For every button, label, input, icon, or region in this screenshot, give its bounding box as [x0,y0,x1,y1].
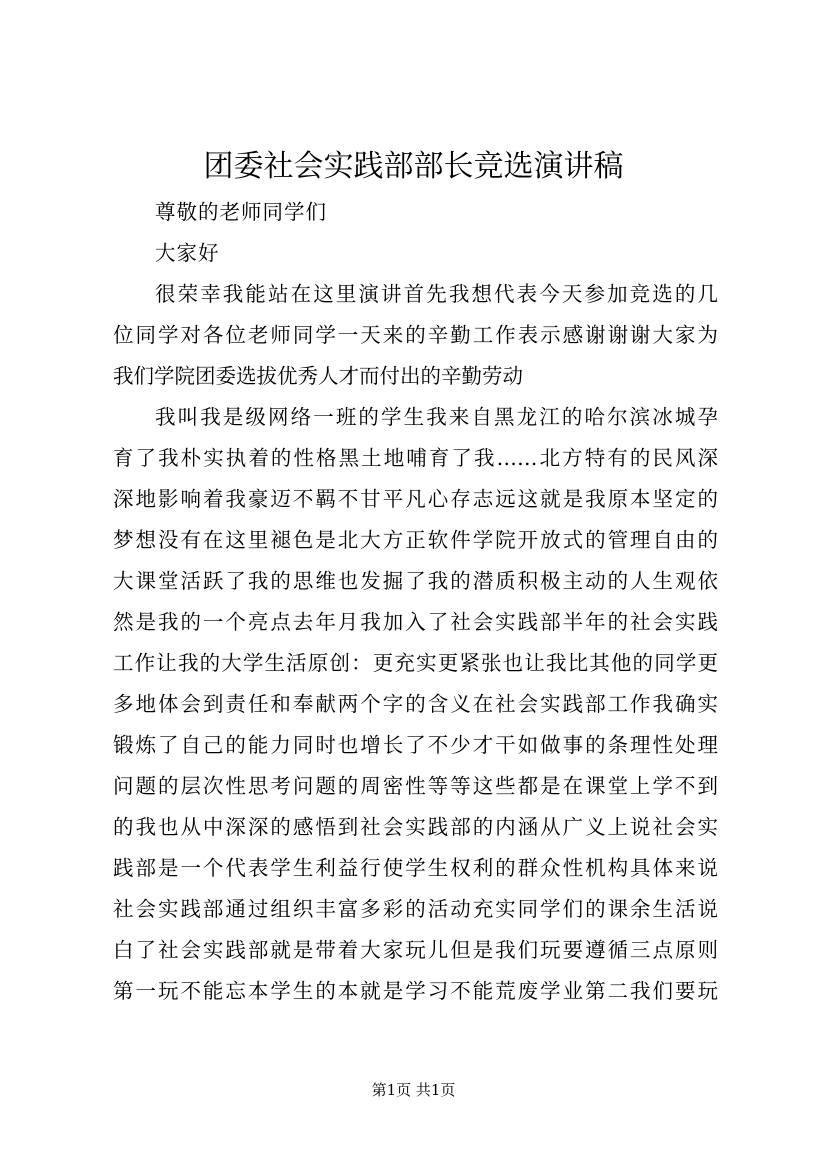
paragraph-line: 然是我的一个亮点去年月我加入了社会实践部半年的社会实践 [113,610,718,634]
paragraph-line: 多地体会到责任和奉献两个字的含义在社会实践部工作我确实 [113,692,718,716]
paragraph-line: 育了我朴实执着的性格黑土地哺育了我……北方特有的民风深 [113,446,718,470]
greeting-line: 大家好 [155,241,220,265]
paragraph-line: 深地影响着我豪迈不羁不甘平凡心存志远这就是我原本坚定的 [113,487,718,511]
paragraph-line: 大课堂活跃了我的思维也发掘了我的潜质积极主动的人生观依 [113,569,718,593]
salutation-line: 尊敬的老师同学们 [155,200,327,224]
paragraph-line: 社会实践部通过组织丰富多彩的活动充实同学们的课余生活说 [113,897,718,921]
paragraph-line: 的我也从中深深的感悟到社会实践部的内涵从广义上说社会实 [113,815,718,839]
paragraph-line: 我叫我是级网络一班的学生我来自黑龙江的哈尔滨冰城孕 [155,405,718,429]
paragraph-line: 白了社会实践部就是带着大家玩儿但是我们玩要遵循三点原则 [113,938,718,962]
paragraph-line: 锻炼了自己的能力同时也增长了不少才干如做事的条理性处理 [113,733,718,757]
document-title: 团委社会实践部部长竞选演讲稿 [203,149,624,184]
paragraph-line: 梦想没有在这里褪色是北大方正软件学院开放式的管理自由的 [113,528,718,552]
page-footer: 第1页 共1页 [371,1081,456,1099]
paragraph-line: 问题的层次性思考问题的周密性等等这些都是在课堂上学不到 [113,774,718,798]
paragraph-line: 很荣幸我能站在这里演讲首先我想代表今天参加竞选的几 [155,282,718,306]
paragraph-line: 工作让我的大学生活原创：更充实更紧张也让我比其他的同学更 [113,651,718,675]
paragraph-line: 位同学对各位老师同学一天来的辛勤工作表示感谢谢谢大家为 [113,323,718,347]
paragraph-line: 践部是一个代表学生利益行使学生权利的群众性机构具体来说 [113,856,718,880]
document-body [113,192,718,1012]
paragraph-line: 第一玩不能忘本学生的本就是学习不能荒废学业第二我们要玩 [113,979,718,1003]
paragraph-line: 我们学院团委选拔优秀人才而付出的辛勤劳动 [113,364,523,388]
